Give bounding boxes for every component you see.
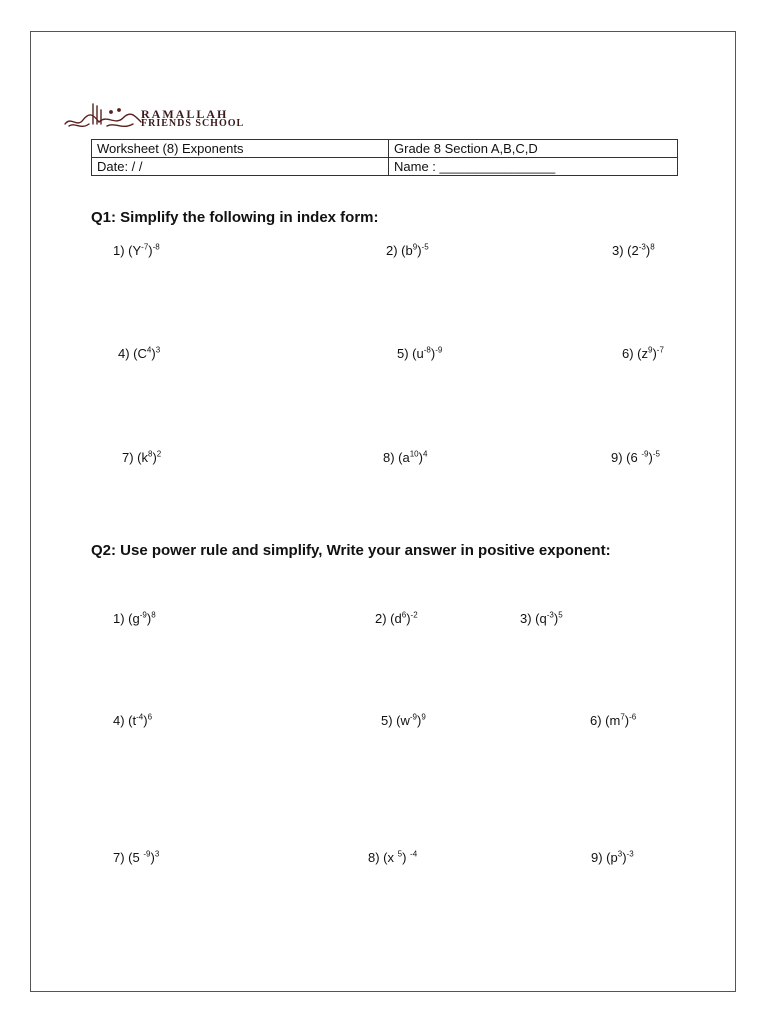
q2-problem-6: 6) $(m^7)^{-6}$ [590,712,637,728]
logo-line-1: RAMALLAH [141,107,229,121]
q2-problem-4: 4) $(t^{-4})^6$ [113,712,153,728]
q1-problem-9: 9) (6 $^{-9}$)$^{-5}$ [611,449,660,465]
worksheet-title: Worksheet (8) Exponents [92,140,389,158]
arabic-calligraphy-emblem-icon [63,100,143,132]
q1-problem-2: 2) $(b^9)^{-5}$ [386,242,429,258]
date-field: Date: / / [92,158,389,176]
q1-title: Q1: Simplify the following in index form: [91,209,379,226]
q2-title: Q2: Use power rule and simplify, Write your answer in positive exponent: [91,542,611,559]
grade-section: Grade 8 Section A,B,C,D [389,140,678,158]
q1-problem-1: 1) $(Y^{-7})^{-8}$ [113,242,160,258]
q1-problem-3: 3) $(2^{-3})^8$ [612,242,655,258]
q2-problem-9: 9) $(p^3)^{-3}$ [591,849,634,865]
logo-line-2: FRIENDS SCHOOL [141,118,245,129]
q1-problem-5: 5) $(u^{-8})^{-9}$ [397,345,443,361]
q1-problem-7: 7) $(k^8)^2$ [122,449,162,465]
q2-problem-8: 8) (x $^5$) $^{-4}$ [368,849,418,865]
q1-problem-6: 6) $(z^9)^{-7}$ [622,345,664,361]
q2-problem-3: 3) $(q^{-3})^5$ [520,610,563,626]
q1-problem-8: 8) $(a^{10})^4$ [383,449,428,465]
name-field: Name : ________________ [389,158,678,176]
school-logo [63,100,278,132]
q2-problem-1: 1) $(g^{-9})^8$ [113,610,156,626]
worksheet-header-table [91,139,678,176]
q1-problem-4: 4) $(C^4)^3$ [118,345,161,361]
q2-problem-7: 7) (5 $^{-9}$)$^3$ [113,849,160,865]
q2-problem-5: 5) $(w^{-9})^9$ [381,712,426,728]
q2-problem-2: 2) $(d^6)^{-2}$ [375,610,418,626]
